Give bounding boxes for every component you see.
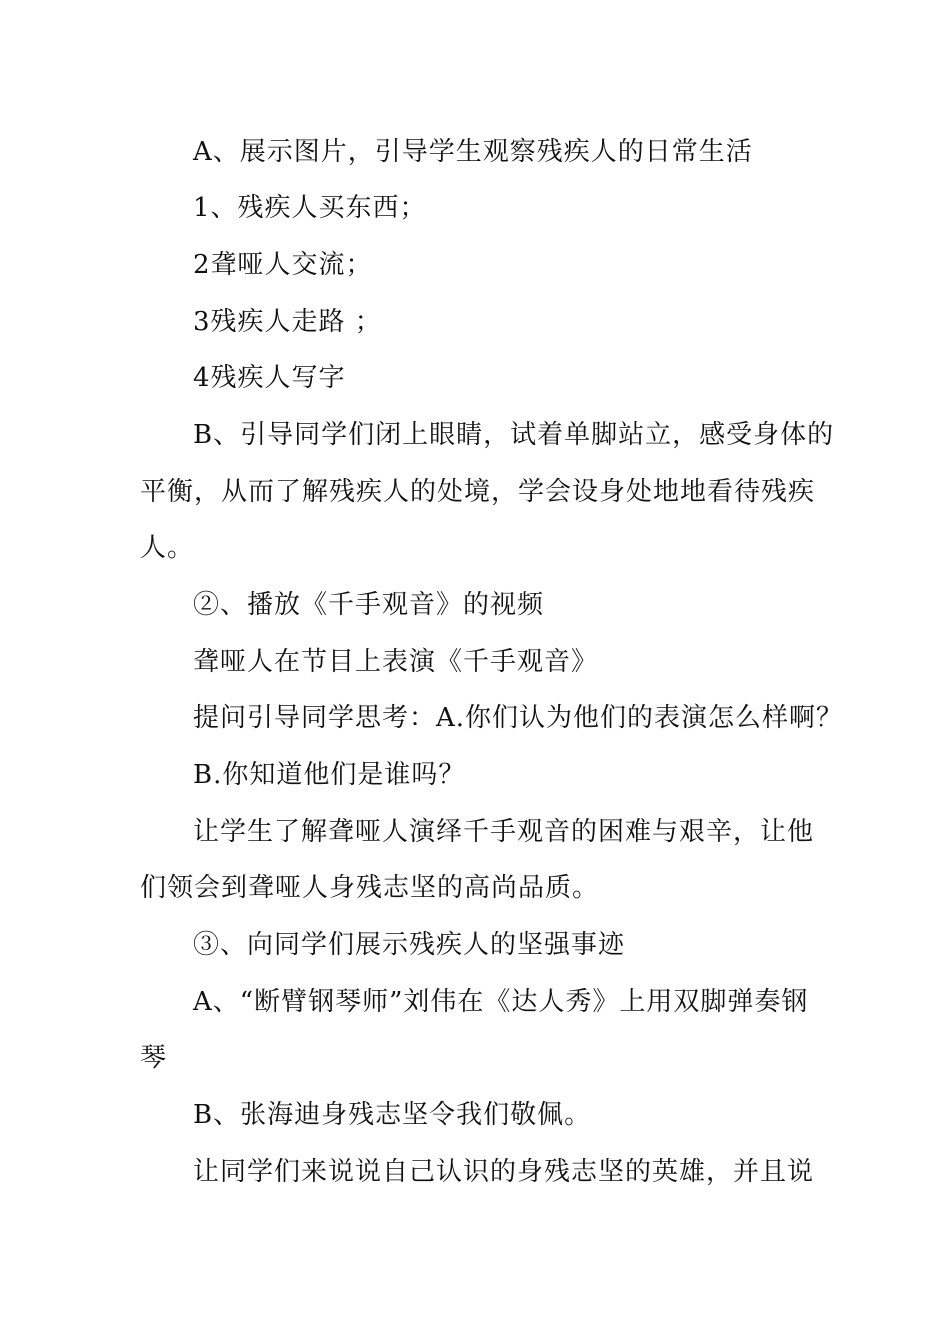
text-line: 聋哑人在节目上表演《千手观音》 — [193, 647, 599, 677]
text-line: ③、向同学们展示残疾人的坚强事迹 — [193, 930, 626, 960]
text-line: B、张海迪身残志坚令我们敬佩。 — [193, 1100, 592, 1130]
text-line: A、“断臂钢琴师”刘伟在《达人秀》上用双脚弹奏钢 — [193, 987, 809, 1017]
text-line: 人。 — [140, 533, 195, 563]
text-line: 让同学们来说说自己认识的身残志坚的英雄，并且说 — [193, 1157, 815, 1187]
text-line: 1、残疾人买东西； — [193, 193, 427, 223]
text-line: 琴 — [140, 1043, 168, 1073]
text-line: ②、播放《千手观音》的视频 — [193, 590, 545, 620]
text-line: B、引导同学们闭上眼睛，试着单脚站立，感受身体的 — [193, 420, 835, 450]
text-line: 平衡，从而了解残疾人的处境，学会设身处地地看待残疾 — [140, 477, 816, 507]
text-line: 们领会到聋哑人身残志坚的高尚品质。 — [140, 873, 600, 903]
text-line: A、展示图片，引导学生观察残疾人的日常生活 — [193, 137, 753, 167]
text-line: 让学生了解聋哑人演绎千手观音的困难与艰辛，让他 — [193, 817, 815, 847]
text-line: 提问引导同学思考：A.你们认为他们的表演怎么样啊？ — [193, 703, 844, 733]
text-line: 2聋哑人交流； — [193, 250, 373, 280]
text-line: 3残疾人走路 ； — [193, 307, 382, 337]
text-line: B.你知道他们是谁吗？ — [193, 760, 466, 790]
text-line: 4残疾人写字 — [193, 363, 346, 393]
